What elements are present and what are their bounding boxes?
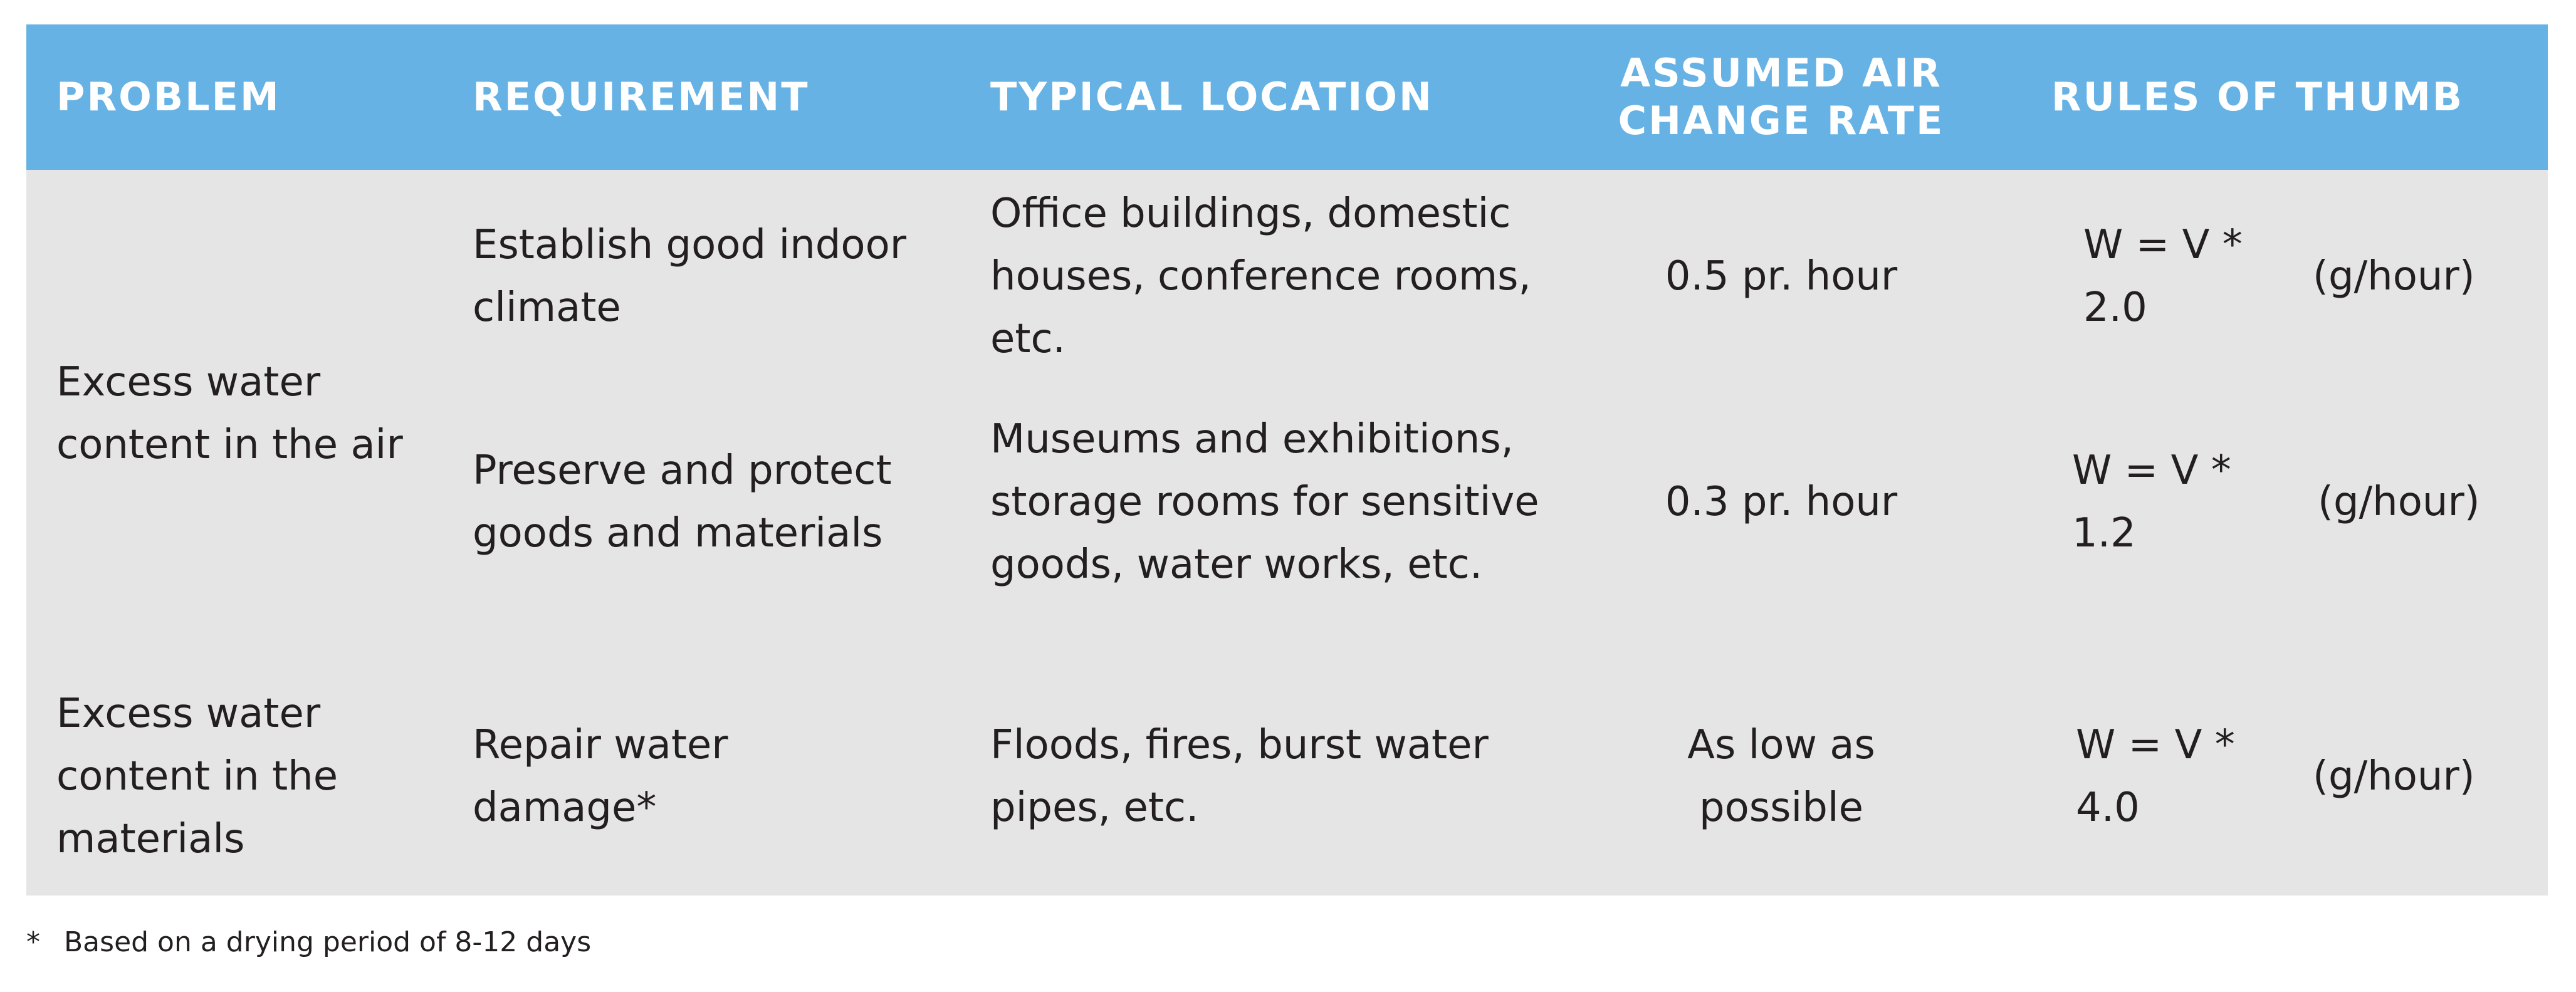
table-row-3-requirement: Repair water damage*	[473, 722, 728, 831]
header-assumed-air-change-rate: ASSUMED AIR CHANGE RATE	[1618, 50, 1945, 144]
footnote-asterisk: *	[26, 926, 40, 958]
problem-air-cell	[56, 170, 432, 657]
table-row-2-requirement: Preserve and protect goods and materials	[473, 447, 892, 556]
problem-materials-cell	[56, 657, 432, 895]
table-row-3-rule: W = V * 4.0	[2076, 722, 2235, 831]
table-row-3-air-change: As low as possible	[1687, 722, 1875, 831]
table-row-1-rule: W = V * 2.0	[2083, 222, 2243, 331]
header-typical-location: TYPICAL LOCATION	[990, 74, 1433, 120]
table-row-1-air-change: 0.5 pr. hour	[1665, 253, 1898, 300]
table-row-3-unit: (g/hour)	[2313, 753, 2475, 800]
footnote	[26, 926, 591, 958]
table-row-2-location: Museums and exhibitions, storage rooms for sensitive goods, water works, etc.	[990, 416, 1539, 588]
problem-materials-text: Excess water content in the materials	[56, 691, 338, 862]
table-row-1-location: Office buildings, domestic houses, conference rooms, etc.	[990, 191, 1531, 362]
header-requirement: REQUIREMENT	[473, 74, 810, 120]
table-row-2-unit: (g/hour)	[2318, 479, 2480, 525]
header-problem: PROBLEM	[56, 74, 281, 120]
footnote-text: Based on a drying period of 8-12 days	[64, 926, 592, 958]
table-row-2-air-change: 0.3 pr. hour	[1665, 479, 1898, 525]
table-header-row	[26, 24, 2548, 170]
drying-requirements-table	[26, 24, 2548, 895]
header-rules-of-thumb: RULES OF THUMB	[2051, 74, 2464, 120]
problem-air-text: Excess water content in the air	[56, 359, 403, 468]
table-row-2-rule: W = V * 1.2	[2072, 447, 2231, 556]
table-body	[26, 170, 2548, 895]
table-row-1-unit: (g/hour)	[2313, 253, 2475, 300]
table-row-3-location: Floods, fires, burst water pipes, etc.	[990, 722, 1489, 831]
table-row-1-requirement: Establish good indoor climate	[473, 222, 907, 331]
